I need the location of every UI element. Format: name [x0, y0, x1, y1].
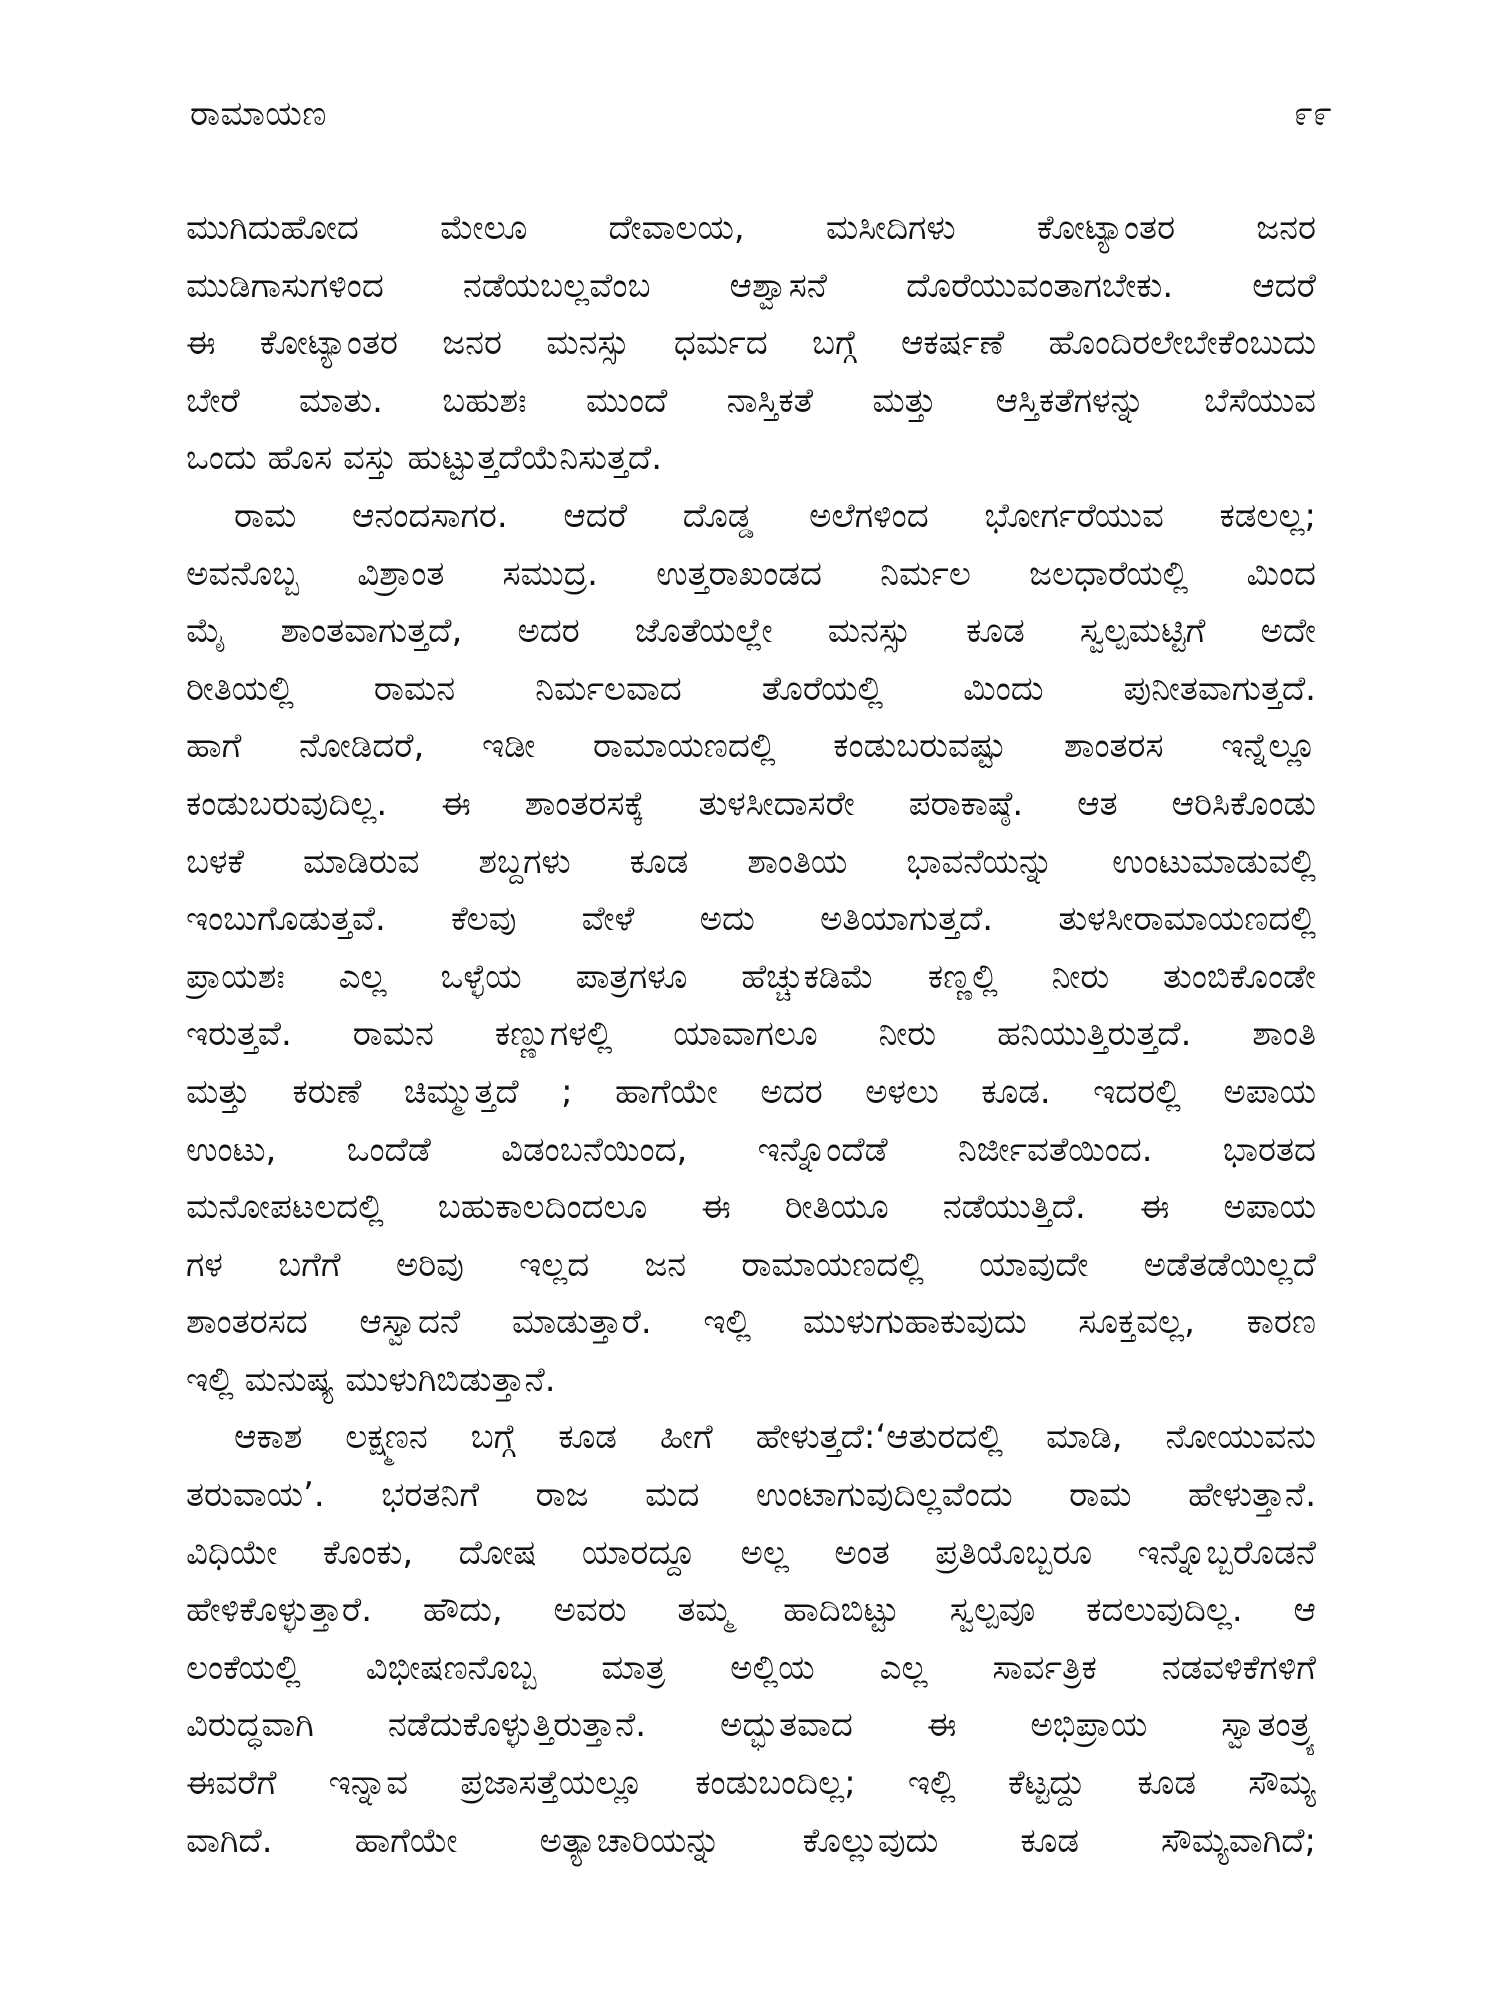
text-line: ಆಕಾಶ ಲಕ್ಷ್ಮಣನ ಬಗ್ಗೆ ಕೂಡ ಹೀಗೆ ಹೇಳುತ್ತದೆ:‘ಆತುರದಲ್ಲಿ ಮಾಡಿ, ನೋಯುವನು	[234, 1417, 1316, 1458]
text-line: ಹಾಗೆ ನೋಡಿದರೆ, ಇಡೀ ರಾಮಾಯಣದಲ್ಲಿ ಕಂಡುಬರುವಷ್ಟು ಶಾಂತರಸ ಇನ್ನೆಲ್ಲೂ	[186, 726, 1316, 767]
text-line: ರಾಮ ಆನಂದಸಾಗರ. ಆದರೆ ದೊಡ್ಡ ಅಲೆಗಳಿಂದ ಭೋರ್ಗರೆಯುವ ಕಡಲಲ್ಲ;	[234, 495, 1316, 536]
text-line: ಒಂದು ಹೊಸ ವಸ್ತು ಹುಟ್ಟುತ್ತದೆಯೆನಿಸುತ್ತದೆ.	[186, 438, 663, 479]
text-line: ಕಂಡುಬರುವುದಿಲ್ಲ. ಈ ಶಾಂತರಸಕ್ಕೆ ತುಳಸೀದಾಸರೇ ಪರಾಕಾಷ್ಠೆ. ಆತ ಆರಿಸಿಕೊಂಡು	[186, 783, 1316, 824]
text-line: ಪ್ರಾಯಶಃ ಎಲ್ಲ ಒಳ್ಳೆಯ ಪಾತ್ರಗಳೂ ಹೆಚ್ಚುಕಡಿಮೆ ಕಣ್ಣಲ್ಲಿ ನೀರು ತುಂಬಿಕೊಂಡೇ	[186, 956, 1316, 997]
text-line: ಈ ಕೋಟ್ಯಾಂತರ ಜನರ ಮನಸ್ಸು ಧರ್ಮದ ಬಗ್ಗೆ ಆಕರ್ಷಣೆ ಹೊಂದಿರಲೇಬೇಕೆಂಬುದು	[186, 323, 1316, 364]
text-line: ಉಂಟು, ಒಂದೆಡೆ ವಿಡಂಬನೆಯಿಂದ, ಇನ್ನೊಂದೆಡೆ ನಿರ್ಜೀವತೆಯಿಂದ. ಭಾರತದ	[186, 1129, 1316, 1170]
text-line: ಬಳಕೆ ಮಾಡಿರುವ ಶಬ್ದಗಳು ಕೂಡ ಶಾಂತಿಯ ಭಾವನೆಯನ್ನು ಉಂಟುಮಾಡುವಲ್ಲಿ	[186, 841, 1316, 882]
text-line: ಈವರೆಗೆ ಇನ್ನಾವ ಪ್ರಜಾಸತ್ತೆಯಲ್ಲೂ ಕಂಡುಬಂದಿಲ್ಲ; ಇಲ್ಲಿ ಕೆಟ್ಟದ್ದು ಕೂಡ ಸೌಮ್ಯ	[186, 1763, 1316, 1804]
text-line: ಗಳ ಬಗೆಗೆ ಅರಿವು ಇಲ್ಲದ ಜನ ರಾಮಾಯಣದಲ್ಲಿ ಯಾವುದೇ ಅಡೆತಡೆಯಿಲ್ಲದೆ	[186, 1244, 1316, 1285]
text-line: ಅವನೊಬ್ಬ ವಿಶ್ರಾಂತ ಸಮುದ್ರ. ಉತ್ತರಾಖಂಡದ ನಿರ್ಮಲ ಜಲಧಾರೆಯಲ್ಲಿ ಮಿಂದ	[186, 553, 1316, 594]
text-line: ಇಲ್ಲಿ ಮನುಷ್ಯ ಮುಳುಗಿಬಿಡುತ್ತಾನೆ.	[186, 1359, 556, 1400]
text-line: ವಿರುದ್ಧವಾಗಿ ನಡೆದುಕೊಳ್ಳುತ್ತಿರುತ್ತಾನೆ. ಅದ್ಭುತವಾದ ಈ ಅಭಿಪ್ರಾಯ ಸ್ವಾತಂತ್ರ್ಯ	[186, 1705, 1316, 1746]
text-line: ಮೈ ಶಾಂತವಾಗುತ್ತದೆ, ಅದರ ಜೊತೆಯಲ್ಲೇ ಮನಸ್ಸು ಕೂಡ ಸ್ವಲ್ಪಮಟ್ಟಿಗೆ ಅದೇ	[186, 611, 1316, 652]
running-title: ರಾಮಾಯಣ	[190, 94, 327, 134]
text-line: ರೀತಿಯಲ್ಲಿ ರಾಮನ ನಿರ್ಮಲವಾದ ತೊರೆಯಲ್ಲಿ ಮಿಂದು ಪುನೀತವಾಗುತ್ತದೆ.	[186, 668, 1316, 709]
text-line: ಇರುತ್ತವೆ. ರಾಮನ ಕಣ್ಣುಗಳಲ್ಲಿ ಯಾವಾಗಲೂ ನೀರು ಹನಿಯುತ್ತಿರುತ್ತದೆ. ಶಾಂತಿ	[186, 1014, 1316, 1055]
page-number: ೯೯	[1293, 94, 1332, 134]
text-line: ಮನೋಪಟಲದಲ್ಲಿ ಬಹುಕಾಲದಿಂದಲೂ ಈ ರೀತಿಯೂ ನಡೆಯುತ್ತಿದೆ. ಈ ಅಪಾಯ	[186, 1187, 1316, 1228]
text-line: ಮುಡಿಗಾಸುಗಳಿಂದ ನಡೆಯಬಲ್ಲವೆಂಬ ಆಶ್ವಾಸನೆ ದೊರೆಯುವಂತಾಗಬೇಕು. ಆದರೆ	[186, 265, 1316, 306]
text-line: ಮತ್ತು ಕರುಣೆ ಚಿಮ್ಮುತ್ತದೆ ; ಹಾಗೆಯೇ ಅದರ ಅಳಲು ಕೂಡ. ಇದರಲ್ಲಿ ಅಪಾಯ	[186, 1071, 1316, 1112]
text-line: ಲಂಕೆಯಲ್ಲಿ ವಿಭೀಷಣನೊಬ್ಬ ಮಾತ್ರ ಅಲ್ಲಿಯ ಎಲ್ಲ ಸಾರ್ವತ್ರಿಕ ನಡವಳಿಕೆಗಳಿಗೆ	[186, 1647, 1316, 1688]
text-line: ಬೇರೆ ಮಾತು. ಬಹುಶಃ ಮುಂದೆ ನಾಸ್ತಿಕತೆ ಮತ್ತು ಆಸ್ತಿಕತೆಗಳನ್ನು ಬೆಸೆಯುವ	[186, 380, 1316, 421]
text-line: ತರುವಾಯ’. ಭರತನಿಗೆ ರಾಜ ಮದ ಉಂಟಾಗುವುದಿಲ್ಲವೆಂದು ರಾಮ ಹೇಳುತ್ತಾನೆ.	[186, 1475, 1316, 1516]
text-line: ಹೇಳಿಕೊಳ್ಳುತ್ತಾರೆ. ಹೌದು, ಅವರು ತಮ್ಮ ಹಾದಿಬಿಟ್ಟು ಸ್ವಲ್ಪವೂ ಕದಲುವುದಿಲ್ಲ. ಆ	[186, 1590, 1316, 1631]
text-line: ಶಾಂತರಸದ ಆಸ್ವಾದನೆ ಮಾಡುತ್ತಾರೆ. ಇಲ್ಲಿ ಮುಳುಗುಹಾಕುವುದು ಸೂಕ್ತವಲ್ಲ, ಕಾರಣ	[186, 1302, 1316, 1343]
text-line: ವಿಧಿಯೇ ಕೊಂಕು, ದೋಷ ಯಾರದ್ದೂ ಅಲ್ಲ ಅಂತ ಪ್ರತಿಯೊಬ್ಬರೂ ಇನ್ನೊಬ್ಬರೊಡನೆ	[186, 1532, 1316, 1573]
body-text	[186, 200, 1316, 1870]
text-line: ವಾಗಿದೆ. ಹಾಗೆಯೇ ಅತ್ಯಾಚಾರಿಯನ್ನು ಕೊಲ್ಲುವುದು ಕೂಡ ಸೌಮ್ಯವಾಗಿದೆ;	[186, 1820, 1316, 1861]
text-line: ಮುಗಿದುಹೋದ ಮೇಲೂ ದೇವಾಲಯ, ಮಸೀದಿಗಳು ಕೋಟ್ಯಾಂತರ ಜನರ	[186, 208, 1316, 248]
text-line: ಇಂಬುಗೊಡುತ್ತವೆ. ಕೆಲವು ವೇಳೆ ಅದು ಅತಿಯಾಗುತ್ತದೆ. ತುಳಸೀರಾಮಾಯಣದಲ್ಲಿ	[186, 899, 1316, 940]
